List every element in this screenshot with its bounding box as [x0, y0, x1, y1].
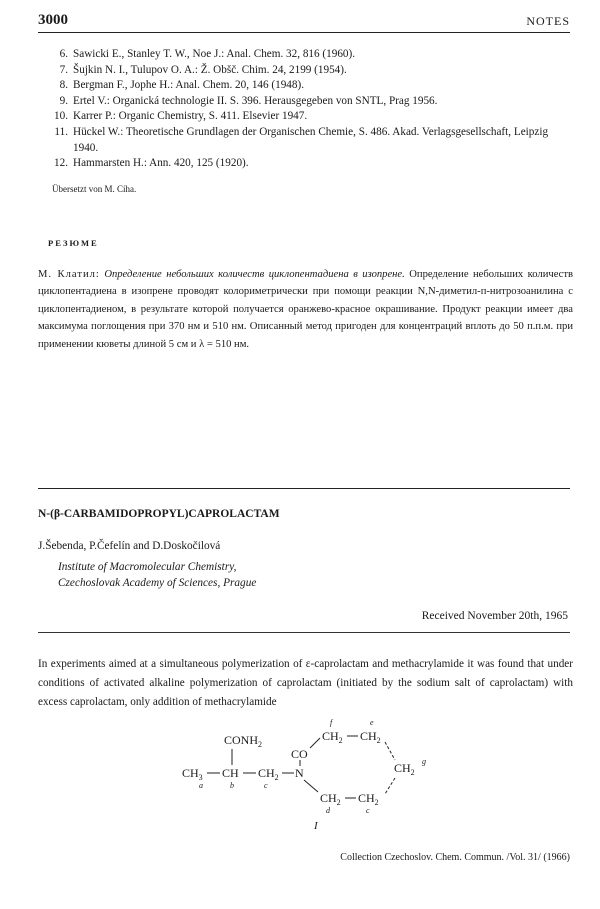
ch2-group: $CH_2$ [258, 766, 279, 782]
received-date: Received November 20th, 1965 [421, 610, 568, 622]
resume-title: Определение небольших количеств циклопентадиена в изопрене. [104, 269, 405, 280]
position-label: d [326, 806, 330, 815]
bond-line [385, 742, 395, 760]
position-label: c [366, 806, 370, 815]
reference-text: Ertel V.: Organická technologie II. S. 396. Herausgegeben von SNTL, Prag 1956. [73, 94, 438, 107]
reference-text: Hammarsten H.: Ann. 420, 125 (1920). [73, 157, 249, 170]
chemical-structure-diagram [180, 712, 440, 832]
institution-line: Institute of Macromolecular Chemistry, [58, 561, 237, 573]
article-body: In experiments aimed at a simultaneous polymerization of ε-caprolactam and methacrylamide it was found that under conditions of activated alkaline polymerization of caprolactam (initiated by the sodium salt of caprolactam) with excess caprolactam, only addition of methacrylamide [38, 658, 573, 708]
resume-heading: РЕЗЮМЕ [48, 238, 99, 248]
ch2-group: $CH_2$ [394, 761, 415, 777]
article-title: N-(β-CARBAMIDOPROPYL)CAPROLACTAM [38, 508, 280, 520]
reference-number: 10. [54, 110, 68, 123]
ch-group: CH [222, 766, 239, 780]
reference-number: 7. [59, 63, 68, 76]
reference-text: Bergman F., Jophe H.: Anal. Chem. 20, 146 (1948). [73, 79, 305, 92]
section-rule [38, 488, 570, 489]
ch2-group: $CH_2$ [320, 791, 341, 807]
position-label: c [264, 781, 268, 790]
reference-item [38, 47, 573, 63]
reference-text: Hückel W.: Theoretische Grundlagen der Organischen Chemie, S. 486. Akad. Verlagsgesellschaft, Leipzig 1940. [73, 125, 549, 154]
reference-list [38, 47, 573, 172]
ch3-group: $CH_3$ [182, 766, 203, 782]
reference-number: 11. [54, 125, 68, 138]
reference-item [38, 156, 573, 172]
header-rule [38, 32, 570, 33]
position-label: e [370, 718, 374, 727]
position-label: a [199, 781, 203, 790]
institution-line: Czechoslovak Academy of Sciences, Prague [58, 577, 257, 589]
conh2-group: $CONH_2$ [224, 733, 263, 749]
resume-author: М. Клатил: [38, 269, 100, 280]
page-number: 3000 [38, 12, 68, 28]
running-title: NOTES [526, 14, 570, 28]
journal-footer: Collection Czechoslov. Chem. Commun. /Vol. 31/ (1966) [340, 852, 570, 863]
ch2-group: $CH_2$ [358, 791, 379, 807]
reference-text: Sawicki E., Stanley T. W., Noe J.: Anal. Chem. 32, 816 (1960). [73, 48, 356, 60]
reference-text: Karrer P.: Organic Chemistry, S. 411. Elsevier 1947. [73, 110, 308, 123]
ch2-group: $CH_2$ [322, 729, 343, 745]
article-rule [38, 632, 570, 633]
bond-line [310, 738, 320, 748]
resume-text: Определение небольших количеств циклопентадиена в изопрене проводят колориметрически при помощи реакции N,N-диметил-п-нитрозоанилина с циклопентадиеном, в результате которой получается оранжево-красное окрашивание. Продукт реакции имеет два максимума поглощения при 370 нм и 510 нм. Описанный метод пригоден для концентраций вплоть до 50 п.п.м. при применении кюветы длиной 5 см и λ = 510 нм. [38, 269, 573, 350]
resume-paragraph [38, 266, 573, 353]
reference-item [38, 78, 573, 94]
reference-item [38, 109, 573, 125]
reference-item [38, 63, 573, 79]
nitrogen-atom: N [295, 766, 304, 780]
compound-label: I [314, 820, 318, 832]
ch2-group: $CH_2$ [360, 729, 381, 745]
reference-number: 8. [59, 79, 68, 92]
article-authors: J.Šebenda, P.Čefelín and D.Doskočilová [38, 540, 221, 552]
carbonyl-group: CO [291, 747, 308, 761]
reference-text: Šujkin N. I., Tulupov O. A.: Ž. Obšč. Chim. 24, 2199 (1954). [73, 63, 347, 76]
bond-line [385, 778, 395, 794]
translator-note: Übersetzt von M. Cíha. [52, 184, 137, 194]
bond-line [304, 780, 318, 792]
reference-item [38, 94, 573, 110]
reference-number: 12. [54, 157, 68, 170]
position-label: b [230, 781, 234, 790]
page-header [38, 12, 570, 32]
position-label: g [422, 757, 426, 766]
reference-number: 9. [59, 94, 68, 107]
reference-number: 6. [59, 48, 68, 60]
position-label: f [330, 718, 333, 727]
reference-item [38, 125, 573, 156]
